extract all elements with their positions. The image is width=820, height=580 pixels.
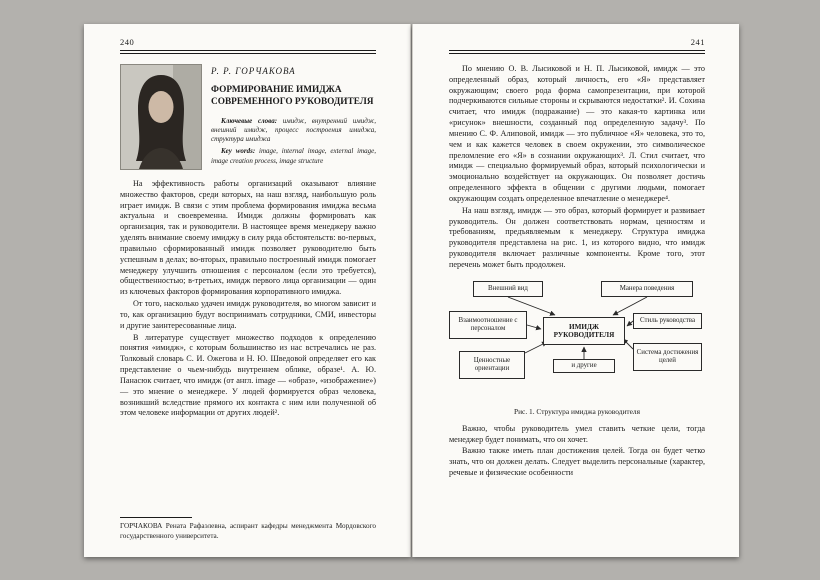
diagram-box-others: и другие <box>553 359 615 373</box>
paragraph: Важно, чтобы руководитель умел ставить четкие цели, тогда менеджер будет понимать, что он хочет. <box>449 423 705 444</box>
page-241 <box>412 24 739 557</box>
keywords-ru-block <box>211 117 376 144</box>
diagram-box-goal-system: Система достижения целей <box>633 343 702 371</box>
author-block <box>120 64 376 170</box>
figure-caption: Рис. 1. Структура имиджа руководителя <box>513 406 641 416</box>
paragraph: В литературе существует множество подходов к определению понятия «имидж», с которым большинство из нас встречались не раз. Толковый словарь С. И. Ожегова и Н. Ю. Шведовой определяет его как представление о чьем-нибудь внутреннем облике, образе¹. А. Ю. Панасюк считает, что имидж (от англ. image — «образ», «изображение») — это мнение о менеджере. У людей формируется образ человека, возникший вследствие прямого их контакта с ним или полученной об этом человеке информации от других людей². <box>120 332 376 418</box>
paragraph: Важно также иметь план достижения целей. Тогда он будет четко знать, что он должен делать. Следует выделить персональные (характер, речевые и физические особенности <box>449 446 705 478</box>
diagram-box-value-orientations: Ценностные ориентации <box>459 351 525 379</box>
author-photo <box>120 64 202 170</box>
keywords-ru: имидж, внутренний имидж, внешний имидж, процесс построения имиджа, структура имиджа <box>211 117 377 144</box>
page-240 <box>84 24 411 557</box>
paragraph: На наш взгляд, имидж — это образ, который формирует и развивает руководитель. Он должен соответствовать нормам, ценностям и требованиям, предъявляемым к менеджеру. Структура имиджа руководителя представлена на рис. 1, из которого видно, что имидж руководителя включает различные компоненты. Кроме того, этот перечень может быть продолжен. <box>449 205 705 269</box>
author-name: Р. Р. ГОРЧАКОВА <box>211 66 296 76</box>
author-meta <box>211 64 376 170</box>
diagram-box-staff-relations: Взаимоотношение с персоналом <box>449 311 527 339</box>
header-rule-right <box>449 50 705 54</box>
page-number-right: 241 <box>690 37 705 47</box>
keywords-en: image, internal image, external image, image creation process, image structure <box>211 147 377 165</box>
paragraph: От того, насколько удачен имидж руководителя, во многом зависит и то, как организацию будут воспринимать сотрудники, СМИ, инвесторы и другие заинтересованные лица. <box>120 299 376 330</box>
footnote-author: ГОРЧАКОВА Рената Рафаэлевна, <box>120 522 227 531</box>
paragraph: По мнению О. В. Лысиковой и Н. П. Лысиковой, имидж — это определенный образ, который личность, его «Я» представляет окружающим; своего рода форма самопрезентации, при которой подчеркиваются сильные стороны и скрываются недостатки². И. Сохина считает, что имидж (подражание) — это какая-то картинка или «рисунок» внешности, созданный под определенную задачу³. По мнению С. Ф. Алиповой, имидж — это публичное «Я» человека, это то, чем и как кажется человек в своем окружении, это символическое преломление его «Я» в сознании окружающих³. Л. Стил считает, что имидж — специально формируемый образ, который психологически и эмоционально воздействует на окружающих. Он позволяет достичь определенного эффекта в общении с другими людьми, помогает окружающим создать определенное впечатление о менеджере⁴. <box>449 64 705 203</box>
keywords-en-label: Key words: <box>221 147 256 156</box>
figure-1-diagram <box>449 279 702 401</box>
diagram-box-leadership-style: Стиль руководства <box>633 313 702 329</box>
paragraph: На эффективность работы организаций оказывают влияние множество факторов, среди которых, на наш взгляд, наибольшую роль играет имидж. В связи с этим проблема формирования имиджа весьма актуальна и своевременна. Имидж должны формировать как организация, так и руководители. В настоящее время менеджеру важно уделять внимание своему имиджу в силу ряда обстоятельств: во-первых, правильно сформированный имидж позволяет руководителю быть успешным в делах; во-вторых, правильно построенный имидж помогает менеджеру улучшить отношения с персоналом (если это требуется), общественностью; в-третьих, имидж первого лица организации — один из ключевых факторов формирования корпоративного имиджа. <box>120 179 376 297</box>
article-title: ФОРМИРОВАНИЕ ИМИДЖА СОВРЕМЕННОГО РУКОВОДИТЕЛЯ <box>211 85 374 108</box>
footnote-block <box>120 507 376 541</box>
diagram-box-appearance: Внешний вид <box>473 281 543 297</box>
diagram-box-center: ИМИДЖ РУКОВОДИТЕЛЯ <box>543 317 625 345</box>
page-header-right <box>449 37 705 64</box>
author-photo-graphic <box>121 65 201 169</box>
diagram-box-manner: Манера поведения <box>601 281 693 297</box>
keywords-en-block <box>211 147 376 165</box>
page-header-left <box>120 37 376 64</box>
footnote-separator <box>120 517 192 518</box>
footnote-text: аспирант кафедры менеджмента Мордовского государственного университета. <box>120 522 376 540</box>
footnote <box>120 522 376 541</box>
keywords-ru-label: Ключевые слова: <box>221 117 278 126</box>
header-rule-left <box>120 50 376 54</box>
page-number-left: 240 <box>120 37 135 47</box>
